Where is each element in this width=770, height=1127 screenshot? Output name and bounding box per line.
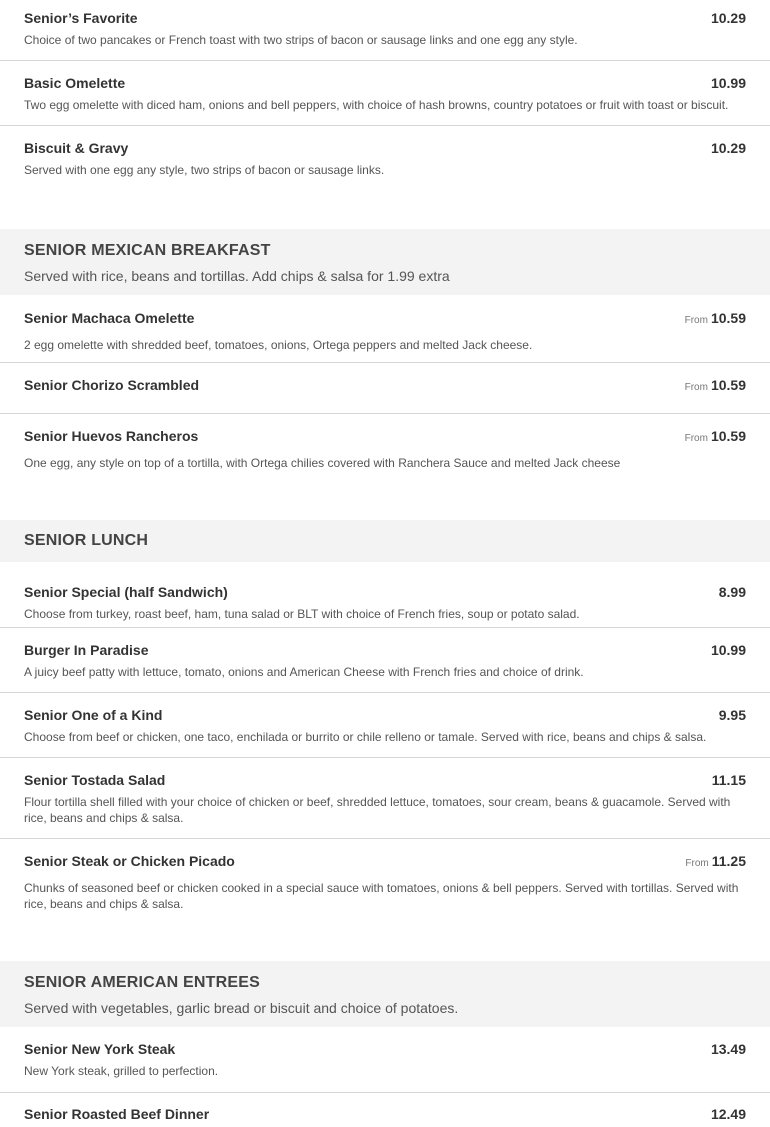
section-subtitle: Served with rice, beans and tortillas. Add chips & salsa for 1.99 extra	[24, 268, 450, 284]
menu-item-roasted-beef-dinner[interactable]	[0, 1093, 770, 1127]
menu-item-huevos-rancheros[interactable]	[0, 414, 770, 478]
menu-item-seniors-favorite[interactable]	[0, 0, 770, 61]
item-description: Served with one egg any style, two strips of bacon or sausage links.	[24, 163, 385, 177]
item-name: Senior New York Steak	[24, 1041, 176, 1057]
menu-item-tostada-salad[interactable]	[0, 758, 770, 839]
item-name: Basic Omelette	[24, 75, 126, 91]
item-name: Senior Roasted Beef Dinner	[24, 1106, 210, 1122]
item-name: Burger In Paradise	[24, 642, 149, 658]
item-description: One egg, any style on top of a tortilla, with Ortega chilies covered with Ranchera Sauce and melted Jack cheese	[24, 456, 621, 470]
item-price: 9.95	[718, 707, 746, 723]
menu-item-new-york-steak[interactable]	[0, 1027, 770, 1093]
section-spacer	[0, 478, 770, 520]
item-price: 10.99	[710, 642, 746, 658]
section-subtitle: Served with vegetables, garlic bread or biscuit and choice of potatoes.	[24, 1000, 459, 1016]
item-description: New York steak, grilled to perfection.	[24, 1064, 219, 1078]
price-value: 11.25	[711, 853, 746, 869]
menu-item-basic-omelette[interactable]	[0, 61, 770, 126]
item-description: Flour tortilla shell filled with your choice of chicken or beef, shredded lettuce, tomatoes, sour cream, beans & guacamole. Served with rice, beans and chips & salsa.	[24, 795, 731, 825]
item-description: Two egg omelette with diced ham, onions and bell peppers, with choice of hash browns, country potatoes or fruit with toast or biscuit.	[24, 98, 729, 112]
section-header-american-entrees	[0, 961, 770, 1027]
item-name: Senior One of a Kind	[24, 707, 163, 723]
menu-item-chorizo-scrambled[interactable]	[0, 363, 770, 414]
section-title: SENIOR LUNCH	[24, 532, 149, 549]
item-description: A juicy beef patty with lettuce, tomato, onions and American Cheese with French fries and choice of drink.	[24, 665, 584, 679]
item-price: 11.15	[711, 772, 746, 788]
menu-item-biscuit-gravy[interactable]	[0, 126, 770, 191]
item-description: Choose from turkey, roast beef, ham, tuna salad or BLT with choice of French fries, soup or potato salad.	[24, 607, 580, 621]
section-title: SENIOR MEXICAN BREAKFAST	[24, 242, 271, 259]
item-price: 12.49	[710, 1106, 746, 1122]
price-value: 10.59	[710, 377, 746, 393]
item-price	[685, 428, 746, 447]
menu-item-burger-in-paradise[interactable]	[0, 628, 770, 693]
from-label: From	[684, 315, 708, 326]
item-description: Choose from beef or chicken, one taco, enchilada or burrito or chile relleno or tamale. Served with rice, beans and chips & salsa.	[24, 730, 707, 744]
item-price	[685, 853, 746, 872]
item-price: 10.29	[710, 10, 746, 26]
item-name: Senior Steak or Chicken Picado	[24, 853, 235, 869]
menu-item-one-of-a-kind[interactable]	[0, 693, 770, 758]
from-label: From	[685, 858, 709, 869]
section-header-mexican-breakfast	[0, 229, 770, 295]
item-price: 8.99	[718, 584, 746, 600]
item-description: 2 egg omelette with shredded beef, tomatoes, onions, Ortega peppers and melted Jack cheese.	[24, 338, 533, 352]
item-name: Senior Huevos Rancheros	[24, 428, 199, 444]
item-name: Senior Special (half Sandwich)	[24, 584, 228, 600]
from-label: From	[684, 433, 708, 444]
item-price: 13.49	[710, 1041, 746, 1057]
price-value: 10.59	[710, 428, 746, 444]
item-description: Choice of two pancakes or French toast with two strips of bacon or sausage links and one egg any style.	[24, 33, 578, 47]
section-spacer	[0, 191, 770, 229]
price-value: 10.59	[710, 310, 746, 326]
item-price: 10.29	[710, 140, 746, 156]
item-price: 10.99	[710, 75, 746, 91]
section-title: SENIOR AMERICAN ENTREES	[24, 974, 261, 991]
item-name: Senior Chorizo Scrambled	[24, 377, 200, 393]
section-spacer	[0, 919, 770, 961]
item-name: Biscuit & Gravy	[24, 140, 129, 156]
item-name: Senior Machaca Omelette	[24, 310, 195, 326]
item-description: Chunks of seasoned beef or chicken cooked in a special sauce with tomatoes, onions & bell peppers. Served with tortillas. Served with rice, beans and chips & salsa.	[24, 881, 739, 911]
item-price	[685, 310, 746, 329]
item-name: Senior Tostada Salad	[24, 772, 166, 788]
menu-item-senior-special[interactable]	[0, 562, 770, 628]
item-name: Senior’s Favorite	[24, 10, 138, 26]
from-label: From	[684, 382, 708, 393]
menu-item-machaca-omelette[interactable]	[0, 295, 770, 363]
item-price	[685, 377, 746, 396]
section-header-lunch	[0, 520, 770, 562]
menu-item-steak-chicken-picado[interactable]	[0, 839, 770, 919]
